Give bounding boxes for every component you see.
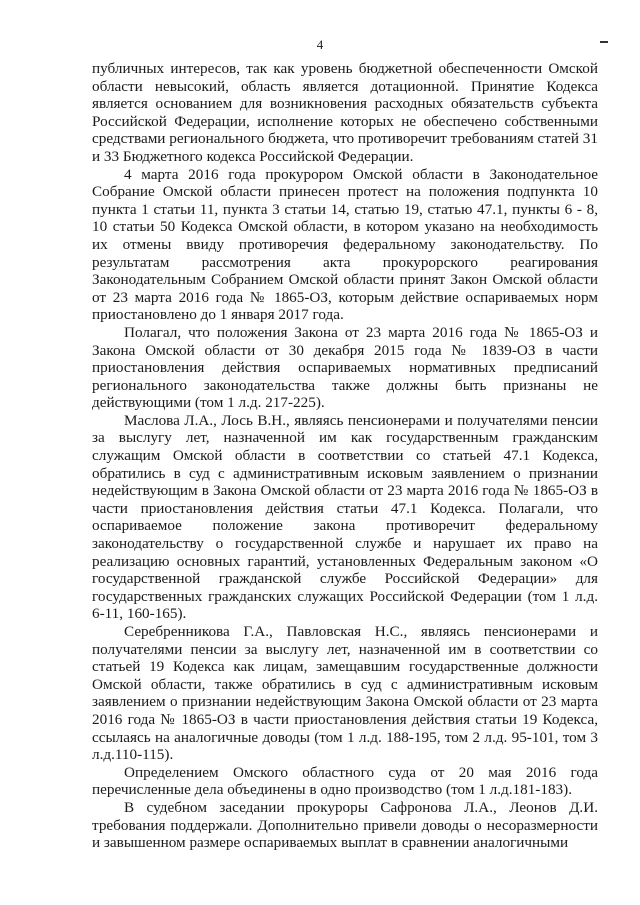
- paragraph-serebrennikova-claim: Серебренникова Г.А., Павловская Н.С., являясь пенсионерами и получателями пенсии за выслугу лет, назначенной им в соответствии со статьей 19 Кодекса как лицам, замещавшим государственные должности Омской области, также обратились в суд с административным исковым заявлением о признании недействующим Закона Омской области от 23 марта 2016 года № 1865-ОЗ в части приостановления действия статьи 19 Кодекса, ссылаясь на аналогичные доводы (том 1 л.д. 188-195, том 2 л.д. 95-101, том 3 л.д.110-115).: [92, 623, 598, 764]
- paragraph-prosecutor-position: Полагал, что положения Закона от 23 марта 2016 года № 1865-ОЗ и Закона Омской области от 30 декабря 2015 года № 1839-ОЗ в части приостановления действия оспариваемых нормативных предписаний регионального законодательства также должны быть признаны не действующими (том 1 л.д. 217-225).: [92, 323, 598, 412]
- paragraph-prosecutor-protest: 4 марта 2016 года прокурором Омской области в Законодательное Собрание Омской области принесен протест на положения подпункта 10 пункта 1 статьи 11, пункта 3 статьи 14, статью 19, статью 47.1, пункты 6 - 8, 10 статьи 50 Кодекса Омской области, в котором указано на необходимость их отмены ввиду противоречия федеральному законодательству. По результатам рассмотрения акта прокурорского реагирования Законодательным Собранием Омской области принят Закон Омской области от 23 марта 2016 года № 1865-ОЗ, которым действие оспариваемых норм приостановлено до 1 января 2017 года.: [92, 165, 598, 324]
- paragraph-court-ruling: Определением Омского областного суда от 20 мая 2016 года перечисленные дела объединены в одно производство (том 1 л.д.181-183).: [92, 763, 598, 799]
- paragraph-continuation: публичных интересов, так как уровень бюджетной обеспеченности Омской области невысокий, область является дотационной. Принятие Кодекса является основанием для возникновения расходных обязательств субъекта Российской Федерации, исполнение которых не обеспечено собственными средствами регионального бюджета, что противоречит требованиям статей 31 и 33 Бюджетного кодекса Российской Федерации.: [92, 60, 598, 165]
- paragraph-court-hearing: В судебном заседании прокуроры Сафронова Л.А., Леонов Д.И. требования поддержали. Дополнительно привели доводы о несоразмерности и завышенном размере оспариваемых выплат в сравнении аналогичными: [92, 798, 598, 852]
- corner-mark: [600, 41, 608, 43]
- page-number: 4: [316, 37, 324, 52]
- paragraph-maslova-los-claim: Маслова Л.А., Лось В.Н., являясь пенсионерами и получателями пенсии за выслугу лет, назначенной им как государственным гражданским служащим Омской области в соответствии со статьей 47.1 Кодекса, обратились в суд с административным исковым заявлением о признании недействующим в Закона Омской области от 23 марта 2016 года № 1865-ОЗ в части приостановления действия статьи 47.1 Кодекса. Полагали, что оспариваемое положение закона противоречит федеральному законодательству о государственной службе и нарушает их право на реализацию основных гарантий, установленных Федеральным законом «О государственной гражданской службе Российской Федерации» для государственных гражданских служащих Российской Федерации (том 1 л.д. 6-11, 160-165).: [92, 411, 598, 623]
- document-body: [92, 60, 598, 852]
